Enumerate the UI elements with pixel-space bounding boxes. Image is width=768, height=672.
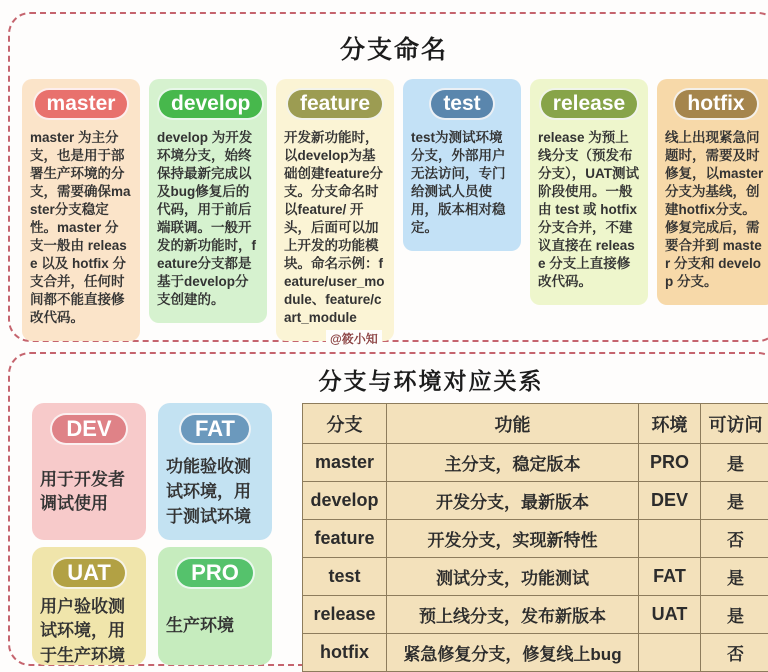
table-row-release [303, 596, 768, 634]
cell-function-feature: 开发分支，实现新特性 [387, 520, 639, 558]
env-desc-fat: 功能验收测试环境，用于测试环境 [163, 451, 267, 535]
branch-badge-feature: feature [286, 88, 384, 120]
cell-env-hotfix [639, 634, 701, 672]
table-row-feature [303, 520, 768, 558]
cell-access-release: 是 [701, 596, 768, 634]
env-card-fat [158, 403, 272, 540]
env-desc-dev: 用于开发者调试使用 [37, 451, 141, 535]
env-badge-fat: FAT [179, 413, 251, 445]
env-card-pro [158, 547, 272, 665]
branch-card-hotfix [657, 79, 768, 305]
branch-card-release [530, 79, 648, 305]
branch-badge-release: release [539, 88, 639, 120]
cell-env-develop: DEV [639, 482, 701, 520]
branch-naming-title: 分支命名 [10, 14, 768, 66]
env-badge-uat: UAT [51, 557, 127, 589]
branch-card-develop [149, 79, 267, 323]
table-row-hotfix [303, 634, 768, 672]
env-card-dev [32, 403, 146, 540]
table-row-develop [303, 482, 768, 520]
cell-branch-release: release [303, 596, 387, 634]
branch-card-feature [276, 79, 394, 341]
env-badge-pro: PRO [175, 557, 255, 589]
table-row-test [303, 558, 768, 596]
cell-env-release: UAT [639, 596, 701, 634]
branch-card-master [22, 79, 140, 341]
env-cards-grid [32, 403, 272, 665]
branch-desc-test: test为测试环境分支，外部用户无法访问，专门给测试人员使用，版本相对稳定。 [411, 129, 513, 237]
env-mapping-title: 分支与环境对应关系 [10, 354, 768, 396]
branch-badge-develop: develop [157, 88, 264, 120]
branch-card-test [403, 79, 521, 251]
cell-function-develop: 开发分支，最新版本 [387, 482, 639, 520]
cell-env-master: PRO [639, 444, 701, 482]
cell-access-feature: 否 [701, 520, 768, 558]
branch-badge-master: master [33, 88, 130, 120]
env-desc-uat: 用户验收测试环境，用于生产环境 [37, 595, 141, 669]
cell-access-develop: 是 [701, 482, 768, 520]
cell-access-hotfix: 否 [701, 634, 768, 672]
table-header-access: 可访问 [701, 404, 768, 444]
branch-desc-develop: develop 为开发环境分支，始终保持最新完成以及bug修复后的代码，用于前后端联调。一般开发的新功能时，feature分支都是基于develop分支创建的。 [157, 129, 259, 309]
branch-badge-test: test [429, 88, 494, 120]
env-badge-dev: DEV [50, 413, 127, 445]
cell-access-test: 是 [701, 558, 768, 596]
table-header-branch: 分支 [303, 404, 387, 444]
branch-cards-row [10, 79, 768, 341]
cell-branch-test: test [303, 558, 387, 596]
branch-env-table [302, 403, 768, 672]
cell-access-master: 是 [701, 444, 768, 482]
cell-branch-master: master [303, 444, 387, 482]
cell-env-feature [639, 520, 701, 558]
env-mapping-panel [8, 352, 768, 666]
branch-naming-panel [8, 12, 768, 342]
cell-branch-hotfix: hotfix [303, 634, 387, 672]
branch-desc-master: master 为主分支，也是用于部署生产环境的分支，需要确保master分支稳定性。master 分支一般由 release 以及 hotfix 分支合并，任何时间都不能直接修改代码。 [30, 129, 132, 326]
cell-function-test: 测试分支，功能测试 [387, 558, 639, 596]
watermark: @筱小知 [326, 330, 382, 347]
cell-function-release: 预上线分支，发布新版本 [387, 596, 639, 634]
table-header-function: 功能 [387, 404, 639, 444]
table-row-master [303, 444, 768, 482]
table-header-env: 环境 [639, 404, 701, 444]
branch-desc-release: release 为预上线分支（预发布分支），UAT测试阶段使用。一般由 test 或 hotfix 分支合并，不建议直接在 release 分支上直接修改代码。 [538, 129, 640, 291]
cell-function-hotfix: 紧急修复分支，修复线上bug [387, 634, 639, 672]
cell-env-test: FAT [639, 558, 701, 596]
env-desc-pro: 生产环境 [163, 595, 267, 660]
branch-desc-feature: 开发新功能时，以develop为基础创建feature分支。分支命名时以feature/ 开头，后面可以加上开发的功能模块。命名示例：feature/user_module、feature/cart_module [284, 129, 386, 326]
cell-branch-develop: develop [303, 482, 387, 520]
env-card-uat [32, 547, 146, 665]
cell-branch-feature: feature [303, 520, 387, 558]
branch-badge-hotfix: hotfix [673, 88, 758, 120]
branch-desc-hotfix: 线上出现紧急问题时，需要及时修复，以master分支为基线，创建hotfix分支。修复完成后，需要合并到 master 分支和 develop 分支。 [665, 129, 767, 291]
cell-function-master: 主分支，稳定版本 [387, 444, 639, 482]
table-header-row [303, 404, 768, 444]
env-mapping-content [10, 396, 768, 672]
